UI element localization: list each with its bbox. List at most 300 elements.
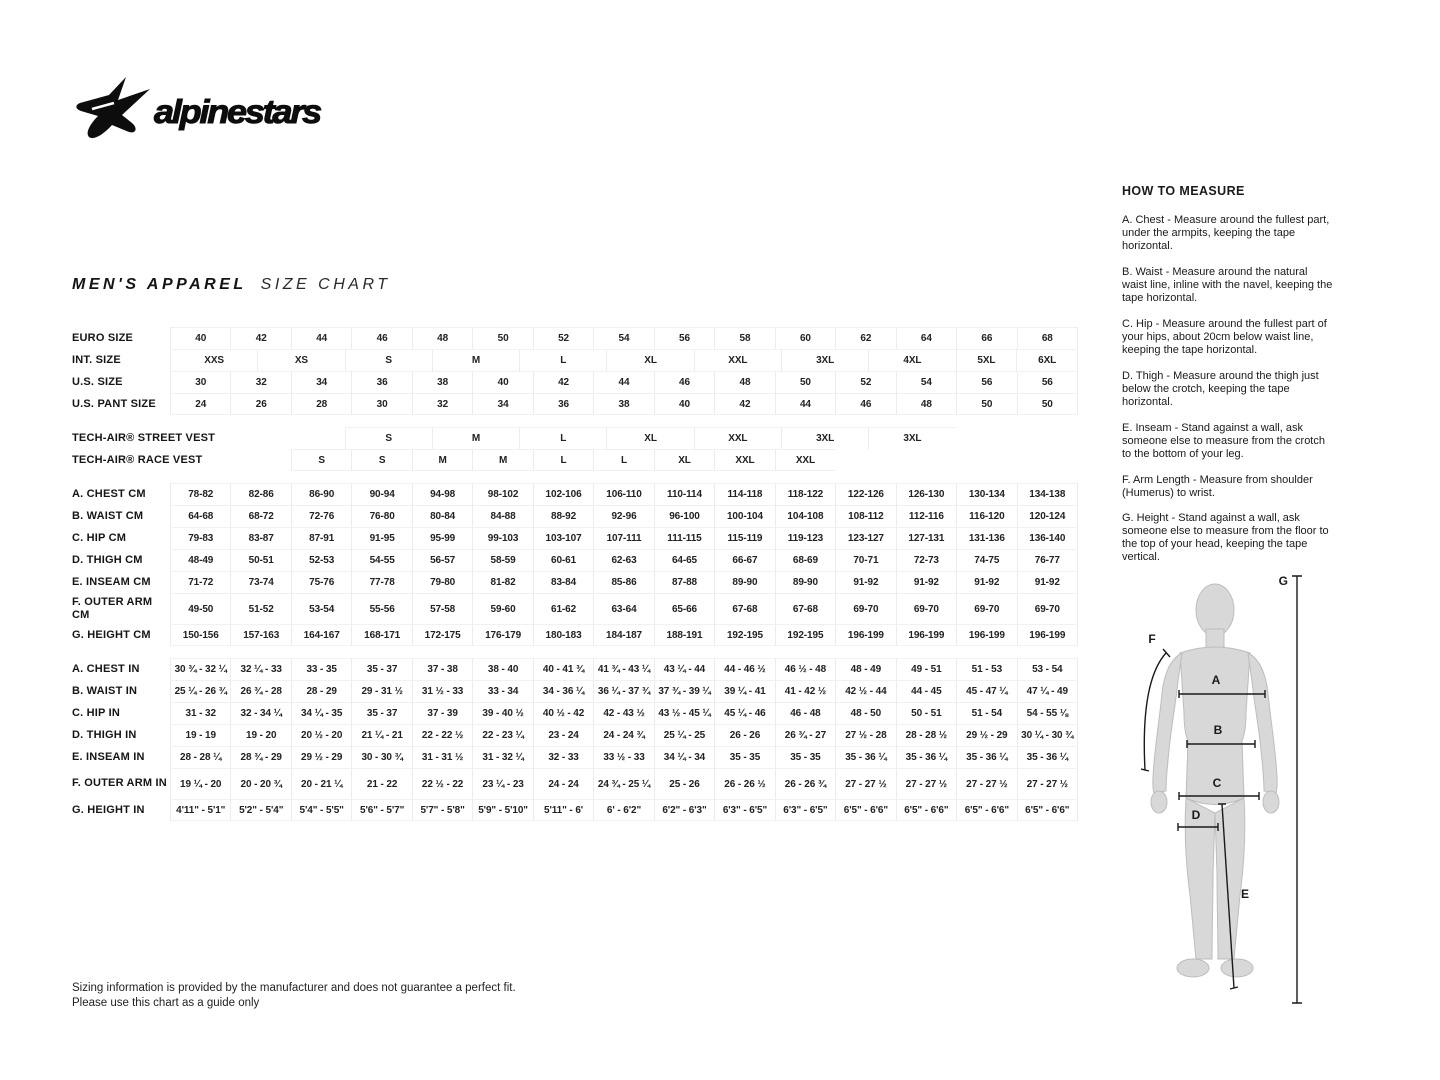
table-cell: 127-131	[896, 527, 956, 549]
table-cell: 88-92	[533, 505, 593, 527]
footer-line-2: Please use this chart as a guide only	[72, 996, 260, 1009]
table-cell: 196-199	[896, 624, 956, 646]
page-title	[72, 276, 390, 294]
table-cell: 35 - 37	[351, 658, 411, 680]
table-cell: 96-100	[654, 505, 714, 527]
table-row	[72, 724, 1078, 746]
table-cell: 4'11" - 5'1"	[170, 799, 230, 821]
table-cell: 46	[654, 371, 714, 393]
table-cell: 49 - 51	[896, 658, 956, 680]
how-to-measure-title: HOW TO MEASURE	[1122, 184, 1245, 198]
table-cell: 94-98	[412, 483, 472, 505]
table-cell: 32	[230, 371, 290, 393]
table-cell: 91-92	[835, 571, 895, 593]
table-cell: 51 - 53	[956, 658, 1016, 680]
table-cell: 31 - 31 ½	[412, 746, 472, 768]
table-cell: M	[412, 449, 472, 471]
table-cell: 26	[230, 393, 290, 415]
table-cell: 131-136	[956, 527, 1016, 549]
table-cell: 58-59	[472, 549, 532, 571]
measure-item-chest: A. Chest - Measure around the fullest part, under the armpits, keeping the tape horizontal.	[1122, 214, 1330, 252]
table-cell: 89-90	[714, 571, 774, 593]
footer-line-1: Sizing information is provided by the manufacturer and does not guarantee a perfect fit.	[72, 982, 516, 994]
label-hip-C: C	[1212, 776, 1222, 790]
table-cell: 196-199	[835, 624, 895, 646]
table-cell: 54	[593, 327, 653, 349]
table-cell: 60	[775, 327, 835, 349]
table-cell: 91-92	[896, 571, 956, 593]
table-row	[72, 505, 1078, 527]
table-cell: 40	[472, 371, 532, 393]
table-cell: 47 ¼ - 49	[1017, 680, 1078, 702]
table-cell: 85-86	[593, 571, 653, 593]
table-cell: L	[593, 449, 653, 471]
table-cell: 35 - 35	[714, 746, 774, 768]
row-label: A. CHEST CM	[72, 487, 146, 500]
table-cell: 27 - 27 ½	[956, 768, 1016, 799]
table-cell: 42	[533, 371, 593, 393]
table-cell: 79-80	[412, 571, 472, 593]
table-cell	[1016, 427, 1078, 449]
table-cell: 69-70	[956, 593, 1016, 624]
table-cell: 5'11" - 6'	[533, 799, 593, 821]
table-cell: 63-64	[593, 593, 653, 624]
table-cell: 25 ¼ - 25	[654, 724, 714, 746]
table-cell: 31 ½ - 33	[412, 680, 472, 702]
table-cell: S	[345, 349, 432, 371]
table-cell: 67-68	[775, 593, 835, 624]
table-cell: XXL	[694, 349, 781, 371]
table-cell: 69-70	[1017, 593, 1078, 624]
table-cell: 20 - 21 ¼	[291, 768, 351, 799]
table-cell: 188-191	[654, 624, 714, 646]
table-cell: M	[432, 427, 519, 449]
table-cell	[170, 427, 257, 449]
table-cell: 50	[472, 327, 532, 349]
table-cell: 108-112	[835, 505, 895, 527]
table-cell: 5'6" - 5'7"	[351, 799, 411, 821]
table-cell	[956, 427, 1017, 449]
table-cell: S	[345, 427, 432, 449]
table-cell: 36 ¼ - 37 ¾	[593, 680, 653, 702]
table-cell: 5'4" - 5'5"	[291, 799, 351, 821]
table-cell: 38 - 40	[472, 658, 532, 680]
table-cell: 67-68	[714, 593, 774, 624]
table-cell: 46 ½ - 48	[775, 658, 835, 680]
table-cell: 29 ½ - 29	[956, 724, 1016, 746]
table-cell: 104-108	[775, 505, 835, 527]
table-cell: 120-124	[1017, 505, 1078, 527]
table-cell: 41 - 42 ½	[775, 680, 835, 702]
table-cell: 49-50	[170, 593, 230, 624]
table-cell: 41 ¾ - 43 ¼	[593, 658, 653, 680]
table-cell: 6'5" - 6'6"	[835, 799, 895, 821]
logo-wordmark: alpinestars	[154, 93, 322, 130]
table-cell: 45 ¼ - 46	[714, 702, 774, 724]
table-cell: 24	[170, 393, 230, 415]
page-title-sub: SIZE CHART	[260, 276, 391, 293]
table-cell: 53-54	[291, 593, 351, 624]
row-label: A. CHEST IN	[72, 662, 140, 675]
label-thigh-D: D	[1191, 808, 1201, 822]
table-cell: 52	[835, 371, 895, 393]
table-cell: XXS	[170, 349, 257, 371]
table-cell: 48	[412, 327, 472, 349]
table-cell: 51 - 54	[956, 702, 1016, 724]
table-cell: 6'3" - 6'5"	[775, 799, 835, 821]
table-cell: 56	[1017, 371, 1078, 393]
table-cell: 26 ¾ - 27	[775, 724, 835, 746]
table-cell: 106-110	[593, 483, 653, 505]
table-section-tech-air	[72, 427, 1078, 471]
table-cell: 29 ½ - 29	[291, 746, 351, 768]
measure-item-hip: C. Hip - Measure around the fullest part of your hips, about 20cm below waist line, keeping the tape horizontal.	[1122, 317, 1327, 356]
table-cell: 42 - 43 ½	[593, 702, 653, 724]
table-cell: XXL	[775, 449, 835, 471]
table-cell: 103-107	[533, 527, 593, 549]
table-cell: 38	[593, 393, 653, 415]
table-cell: 42 ½ - 44	[835, 680, 895, 702]
table-cell	[1017, 449, 1078, 471]
table-cell: 35 - 36 ¼	[956, 746, 1016, 768]
table-cell: 26 - 26 ½	[714, 768, 774, 799]
table-cell: 180-183	[533, 624, 593, 646]
table-cell	[257, 427, 344, 449]
table-row	[72, 593, 1078, 624]
table-cell	[170, 449, 230, 471]
table-cell	[835, 449, 895, 471]
footer-note	[72, 981, 516, 1011]
table-cell: 50-51	[230, 549, 290, 571]
table-cell: 22 ½ - 22	[412, 768, 472, 799]
table-cell: 66	[956, 327, 1016, 349]
table-cell: 50	[1017, 393, 1078, 415]
table-cell: 26 ¾ - 28	[230, 680, 290, 702]
page-title-main: MEN'S APPAREL	[72, 276, 247, 293]
table-cell: 3XL	[781, 349, 868, 371]
measure-item-thigh: D. Thigh - Measure around the thigh just below the crotch, keeping the tape horizontal.	[1122, 369, 1319, 408]
table-row	[72, 483, 1078, 505]
table-cell: 66-67	[714, 549, 774, 571]
table-cell: 24 ¾ - 25 ¼	[593, 768, 653, 799]
table-row	[72, 393, 1078, 415]
table-cell: 43 ½ - 45 ¼	[654, 702, 714, 724]
table-section-in	[72, 658, 1078, 821]
row-label: U.S. PANT SIZE	[72, 397, 156, 410]
table-cell: 50	[956, 393, 1016, 415]
table-cell: 30 ¾ - 32 ¼	[170, 658, 230, 680]
table-cell: 21 ¼ - 21	[351, 724, 411, 746]
table-cell: 39 ¼ - 41	[714, 680, 774, 702]
table-cell: 5'9" - 5'10"	[472, 799, 532, 821]
table-cell: 33 - 35	[291, 658, 351, 680]
table-row	[72, 371, 1078, 393]
table-cell: 52-53	[291, 549, 351, 571]
table-cell: 192-195	[714, 624, 774, 646]
table-cell: 56	[956, 371, 1016, 393]
row-label: EURO SIZE	[72, 331, 134, 344]
table-row	[72, 702, 1078, 724]
table-row	[72, 746, 1078, 768]
table-cell: 79-83	[170, 527, 230, 549]
table-row	[72, 349, 1078, 371]
table-cell: 6'3" - 6'5"	[714, 799, 774, 821]
table-cell: 22 - 22 ½	[412, 724, 472, 746]
table-cell: 58	[714, 327, 774, 349]
row-label: INT. SIZE	[72, 353, 121, 366]
table-cell: 35 - 36 ¼	[1017, 746, 1078, 768]
table-cell: 38	[412, 371, 472, 393]
table-cell: 46 - 48	[775, 702, 835, 724]
table-cell: 134-138	[1017, 483, 1078, 505]
table-cell: 30	[170, 371, 230, 393]
table-cell: 36	[351, 371, 411, 393]
table-cell: XL	[606, 427, 693, 449]
table-row	[72, 680, 1078, 702]
table-cell: 68-69	[775, 549, 835, 571]
table-cell: 100-104	[714, 505, 774, 527]
row-label: B. WAIST CM	[72, 509, 144, 522]
table-cell: 19 - 19	[170, 724, 230, 746]
table-cell: 45 - 47 ¼	[956, 680, 1016, 702]
table-cell: 122-126	[835, 483, 895, 505]
table-cell: 80-84	[412, 505, 472, 527]
table-cell: 32 - 33	[533, 746, 593, 768]
table-cell: 42	[230, 327, 290, 349]
table-cell: L	[519, 427, 606, 449]
table-cell: 33 ½ - 33	[593, 746, 653, 768]
table-cell	[956, 449, 1016, 471]
table-cell: 56-57	[412, 549, 472, 571]
table-cell: 20 ½ - 20	[291, 724, 351, 746]
table-cell: 123-127	[835, 527, 895, 549]
table-cell: 68-72	[230, 505, 290, 527]
table-cell: 33 - 34	[472, 680, 532, 702]
table-section-sizes	[72, 327, 1078, 415]
table-cell: S	[351, 449, 411, 471]
measure-item-waist: B. Waist - Measure around the natural waist line, inline with the navel, keeping the tape horizontal.	[1122, 265, 1333, 304]
table-cell: 30 - 30 ¾	[351, 746, 411, 768]
table-cell: 6' - 6'2"	[593, 799, 653, 821]
table-row	[72, 658, 1078, 680]
table-cell: 64	[896, 327, 956, 349]
table-row	[72, 624, 1078, 646]
table-cell: 36	[533, 393, 593, 415]
table-row	[72, 549, 1078, 571]
table-cell: 28 - 28 ½	[896, 724, 956, 746]
table-row	[72, 768, 1078, 799]
table-cell: 6'2" - 6'3"	[654, 799, 714, 821]
table-cell: 34 ¼ - 35	[291, 702, 351, 724]
table-cell: 48	[714, 371, 774, 393]
table-cell: 62	[835, 327, 895, 349]
label-inseam-E: E	[1241, 887, 1250, 901]
table-cell: 6XL	[1016, 349, 1078, 371]
table-cell: 48	[896, 393, 956, 415]
table-cell: 6'5" - 6'6"	[1017, 799, 1078, 821]
table-cell: 76-77	[1017, 549, 1078, 571]
table-cell: 52	[533, 327, 593, 349]
table-cell: 6'5" - 6'6"	[956, 799, 1016, 821]
table-cell: 98-102	[472, 483, 532, 505]
table-cell: 116-120	[956, 505, 1016, 527]
table-section-cm	[72, 483, 1078, 646]
row-label: F. OUTER ARM IN	[72, 777, 167, 790]
table-cell: 157-163	[230, 624, 290, 646]
table-cell	[230, 449, 290, 471]
table-cell: 40	[170, 327, 230, 349]
table-cell: 24 - 24 ¾	[593, 724, 653, 746]
measure-item-height: G. Height - Stand against a wall, ask someone else to measure from the floor to the top of your head, keeping the tape vertical.	[1122, 512, 1329, 564]
table-cell: 73-74	[230, 571, 290, 593]
table-cell: 60-61	[533, 549, 593, 571]
table-cell: 136-140	[1017, 527, 1078, 549]
table-cell: 130-134	[956, 483, 1016, 505]
table-cell: 21 - 22	[351, 768, 411, 799]
table-cell: 23 ¼ - 23	[472, 768, 532, 799]
table-cell: 112-116	[896, 505, 956, 527]
label-chest-A: A	[1211, 673, 1221, 687]
table-cell: 28 - 28 ¼	[170, 746, 230, 768]
table-cell: 19 - 20	[230, 724, 290, 746]
table-cell: 48-49	[170, 549, 230, 571]
table-cell: 48 - 50	[835, 702, 895, 724]
table-cell: 95-99	[412, 527, 472, 549]
table-cell: 126-130	[896, 483, 956, 505]
table-row	[72, 799, 1078, 821]
table-cell: 56	[654, 327, 714, 349]
table-cell: 3XL	[868, 427, 955, 449]
table-cell: 34	[291, 371, 351, 393]
table-cell: 30	[351, 393, 411, 415]
row-label: D. THIGH IN	[72, 728, 137, 741]
table-cell: 3XL	[781, 427, 868, 449]
label-height-G: G	[1278, 574, 1288, 588]
row-label: F. OUTER ARM CM	[72, 596, 153, 621]
table-cell: M	[472, 449, 532, 471]
table-cell: S	[291, 449, 351, 471]
table-cell: 34 ¼ - 34	[654, 746, 714, 768]
table-cell: 57-58	[412, 593, 472, 624]
table-cell: 118-122	[775, 483, 835, 505]
table-cell: 102-106	[533, 483, 593, 505]
table-cell: 89-90	[775, 571, 835, 593]
table-cell: 40 - 41 ¾	[533, 658, 593, 680]
table-cell: 44 - 45	[896, 680, 956, 702]
table-cell: 164-167	[291, 624, 351, 646]
table-cell: 22 - 23 ¼	[472, 724, 532, 746]
table-cell: 62-63	[593, 549, 653, 571]
alpinestars-star-icon	[76, 77, 150, 138]
table-cell: 72-76	[291, 505, 351, 527]
table-cell: 59-60	[472, 593, 532, 624]
table-cell: 196-199	[1017, 624, 1078, 646]
table-cell: 82-86	[230, 483, 290, 505]
row-label: C. HIP CM	[72, 531, 127, 544]
table-cell: 31 - 32	[170, 702, 230, 724]
table-cell: 27 - 27 ½	[835, 768, 895, 799]
table-cell: 75-76	[291, 571, 351, 593]
table-cell: 19 ¼ - 20	[170, 768, 230, 799]
table-cell: 50	[775, 371, 835, 393]
table-cell: 27 - 27 ½	[1017, 768, 1078, 799]
table-cell: 5'2" - 5'4"	[230, 799, 290, 821]
table-cell: 99-103	[472, 527, 532, 549]
table-cell: 72-73	[896, 549, 956, 571]
table-cell: 69-70	[896, 593, 956, 624]
table-cell: L	[533, 449, 593, 471]
table-cell: 26 - 26	[714, 724, 774, 746]
table-cell: 25 ¼ - 26 ¾	[170, 680, 230, 702]
table-cell: XL	[654, 449, 714, 471]
table-cell: 23 - 24	[533, 724, 593, 746]
table-cell: 35 - 36 ¼	[835, 746, 895, 768]
table-cell: 29 - 31 ½	[351, 680, 411, 702]
table-cell: 35 - 35	[775, 746, 835, 768]
table-cell: 46	[835, 393, 895, 415]
row-label: G. HEIGHT IN	[72, 803, 145, 816]
measure-item-inseam: E. Inseam - Stand against a wall, ask someone else to measure from the crotch to the bottom of your leg.	[1122, 421, 1325, 460]
table-cell: 37 - 39	[412, 702, 472, 724]
table-cell: 111-115	[654, 527, 714, 549]
table-cell: 83-84	[533, 571, 593, 593]
table-cell: 168-171	[351, 624, 411, 646]
table-cell: 44	[291, 327, 351, 349]
table-cell	[896, 449, 956, 471]
table-cell: 44	[593, 371, 653, 393]
table-cell: 34	[472, 393, 532, 415]
table-cell: 6'5" - 6'6"	[896, 799, 956, 821]
table-cell: 150-156	[170, 624, 230, 646]
size-table	[72, 327, 1078, 833]
table-cell: 87-91	[291, 527, 351, 549]
alpinestars-logo	[74, 76, 334, 140]
row-label: D. THIGH CM	[72, 553, 143, 566]
table-cell: XXL	[714, 449, 774, 471]
table-cell: 26 - 26 ¾	[775, 768, 835, 799]
table-cell: 51-52	[230, 593, 290, 624]
table-cell: 27 - 27 ½	[896, 768, 956, 799]
table-cell: 28 - 29	[291, 680, 351, 702]
table-cell: 25 - 26	[654, 768, 714, 799]
row-label: E. INSEAM IN	[72, 750, 145, 763]
table-cell: 35 - 37	[351, 702, 411, 724]
table-cell: 50 - 51	[896, 702, 956, 724]
table-cell: 32 ¼ - 33	[230, 658, 290, 680]
measure-item-arm: F. Arm Length - Measure from shoulder (Humerus) to wrist.	[1122, 473, 1313, 499]
table-cell: 35 - 36 ¼	[896, 746, 956, 768]
table-cell: 86-90	[291, 483, 351, 505]
table-cell: 107-111	[593, 527, 653, 549]
table-cell: 54-55	[351, 549, 411, 571]
table-cell: 196-199	[956, 624, 1016, 646]
table-cell: 48 - 49	[835, 658, 895, 680]
table-cell: M	[432, 349, 519, 371]
table-cell: 53 - 54	[1017, 658, 1078, 680]
table-cell: 92-96	[593, 505, 653, 527]
table-cell: 87-88	[654, 571, 714, 593]
table-cell: 39 - 40 ½	[472, 702, 532, 724]
row-label: U.S. SIZE	[72, 375, 123, 388]
table-cell: 70-71	[835, 549, 895, 571]
table-cell: 40	[654, 393, 714, 415]
table-cell: 119-123	[775, 527, 835, 549]
table-cell: 44 - 46 ½	[714, 658, 774, 680]
table-cell: 28	[291, 393, 351, 415]
table-cell: 37 ¾ - 39 ¼	[654, 680, 714, 702]
table-cell: 65-66	[654, 593, 714, 624]
table-cell: 28 ¾ - 29	[230, 746, 290, 768]
